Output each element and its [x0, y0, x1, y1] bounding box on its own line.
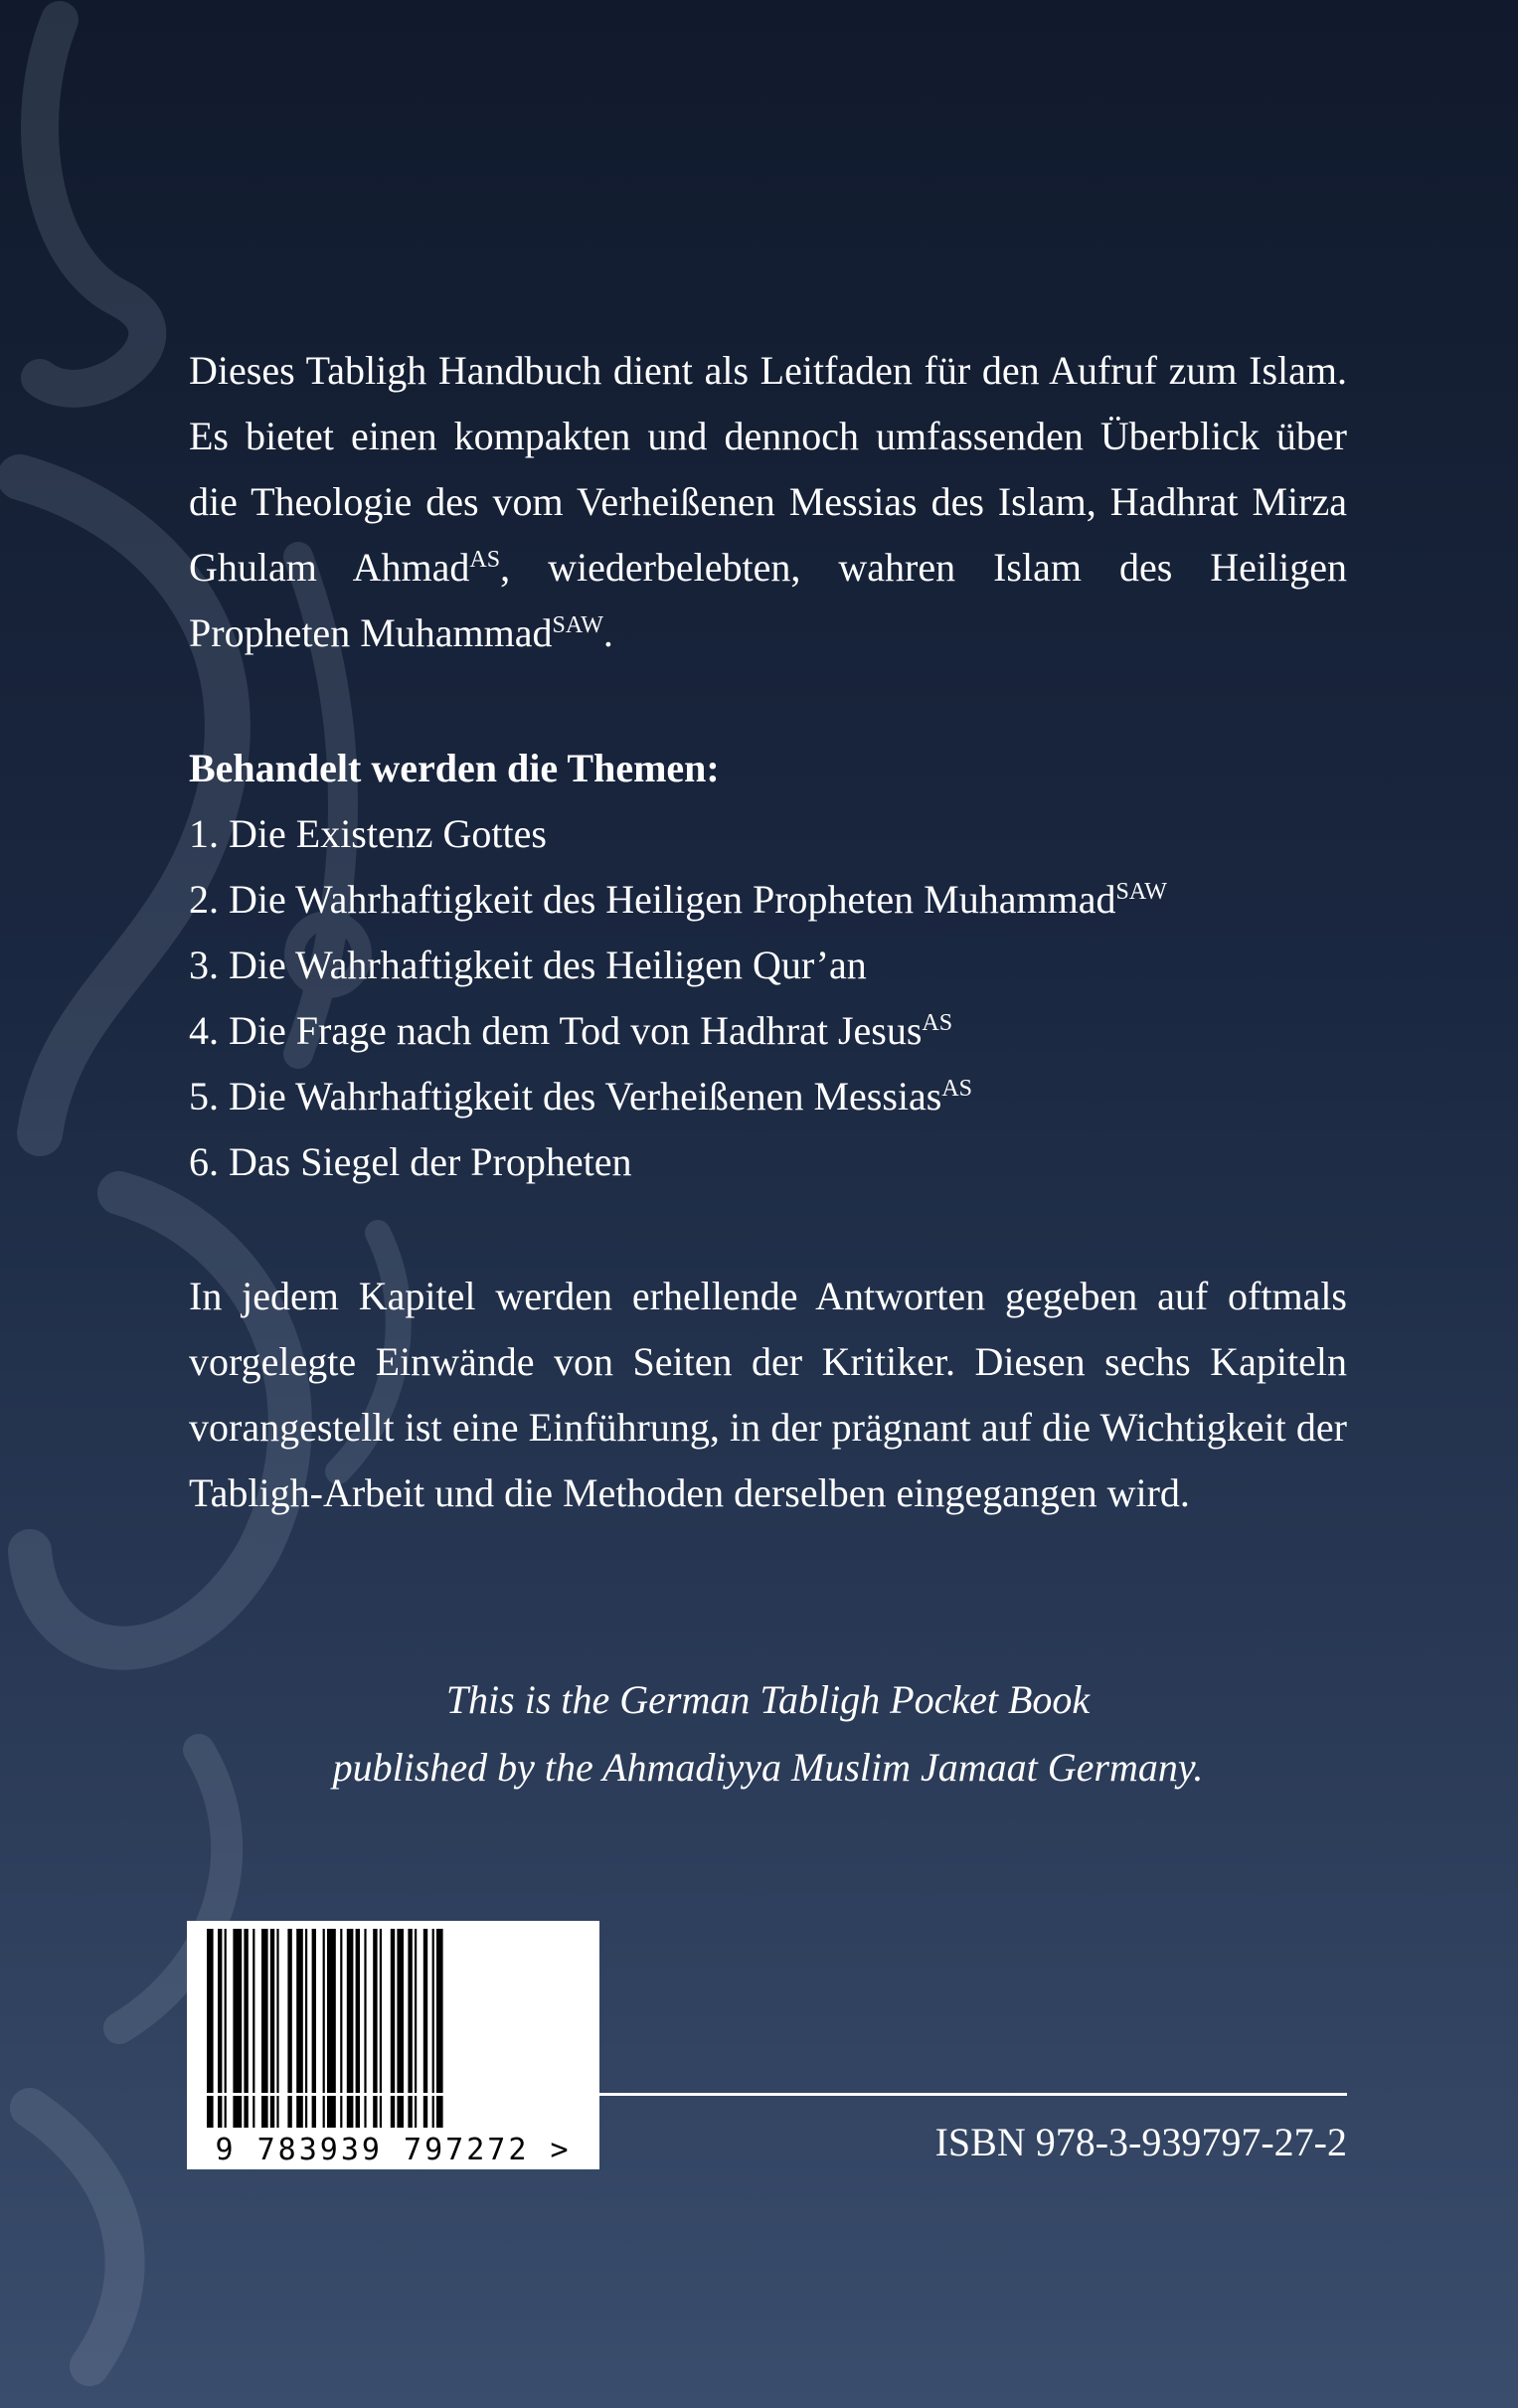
barcode-bar	[397, 1929, 404, 2128]
barcode-bar	[423, 1929, 427, 2128]
barcode-bar	[436, 1929, 443, 2128]
topics-list	[189, 801, 1347, 1195]
barcode-bar	[305, 1929, 307, 2128]
barcode-bar	[327, 1929, 336, 2128]
honorific-superscript: AS	[469, 547, 501, 573]
barcode-bar	[380, 1929, 382, 2128]
barcode-bar	[415, 1929, 417, 2128]
intro-text-part1: Dieses Tabligh Handbuch dient als Leitfaden für den Aufruf zum Islam. Es bietet einen kompakten und dennoch umfassenden Überblick über die Theologie des vom Verheißenen Messias des Islam, Hadhrat Mirza Ghulam Ahmad	[189, 348, 1347, 590]
intro-text-part3: .	[602, 610, 613, 655]
barcode-bar	[218, 1929, 222, 2128]
barcode-bar	[323, 1929, 325, 2128]
topic-item: 6. Das Siegel der Propheten	[189, 1139, 632, 1184]
topic-item: 1. Die Existenz Gottes	[189, 811, 547, 856]
divider-line	[189, 2093, 1347, 2096]
intro-paragraph	[189, 338, 1347, 666]
honorific-superscript: SAW	[552, 612, 603, 638]
barcode-bar	[347, 1929, 354, 2128]
isbn-number: ISBN 978-3-939797-27-2	[934, 2120, 1347, 2164]
english-note-line: This is the German Tabligh Pocket Book	[445, 1677, 1091, 1722]
barcode-bars	[187, 1921, 599, 2130]
intro-text-part2: , wiederbelebten, wahren Islam des Heiligen Propheten Muhammad	[189, 545, 1347, 655]
barcode-bar	[233, 1929, 242, 2128]
closing-paragraph: In jedem Kapitel werden erhellende Antworten gegeben auf oftmals vorgelegte Einwände von Seiten der Kritiker. Diesen sechs Kapiteln vorangestellt ist eine Einführung, in der prägnant auf die Wichtigkeit der Tabligh-Arbeit und die Methoden derselben eingegangen wird.	[189, 1274, 1347, 1515]
barcode-bar	[364, 1929, 366, 2128]
english-note	[189, 1666, 1347, 1802]
isbn-barcode	[187, 1921, 599, 2169]
topic-item: 3. Die Wahrhaftigkeit des Heiligen Qur’an	[189, 943, 867, 987]
barcode-bar	[276, 1929, 278, 2128]
barcode-bar	[253, 1929, 254, 2128]
topic-item: 4. Die Frage nach dem Tod von Hadhrat Jesus$^{AS}$	[189, 1008, 953, 1053]
topic-item: 5. Die Wahrhaftigkeit des Verheißenen Messias$^{AS}$	[189, 1074, 973, 1118]
barcode-bar	[373, 1929, 377, 2128]
barcode-bar	[261, 1929, 268, 2128]
barcode-bar	[312, 1929, 316, 2128]
topic-item: 2. Die Wahrhaftigkeit des Heiligen Propheten Muhammad$^{SAW}$	[189, 877, 1167, 922]
barcode-bar	[340, 1929, 342, 2128]
barcode-bar	[296, 1929, 303, 2128]
topics-section	[189, 736, 1347, 1195]
barcode-digits: 9 783939 797272 >	[215, 2133, 572, 2167]
barcode-bar	[244, 1929, 248, 2128]
barcode-bar	[287, 1929, 291, 2128]
topics-heading: Behandelt werden die Themen:	[189, 746, 720, 790]
barcode-bar	[408, 1929, 412, 2128]
barcode-bar	[270, 1929, 274, 2128]
barcode-bar	[225, 1929, 227, 2128]
barcode-bar	[207, 1929, 214, 2128]
barcode-bar	[356, 1929, 360, 2128]
barcode-bar	[391, 1929, 395, 2128]
english-note-line: published by the Ahmadiyya Muslim Jamaat Germany.	[332, 1745, 1204, 1790]
barcode-bar	[432, 1929, 434, 2128]
